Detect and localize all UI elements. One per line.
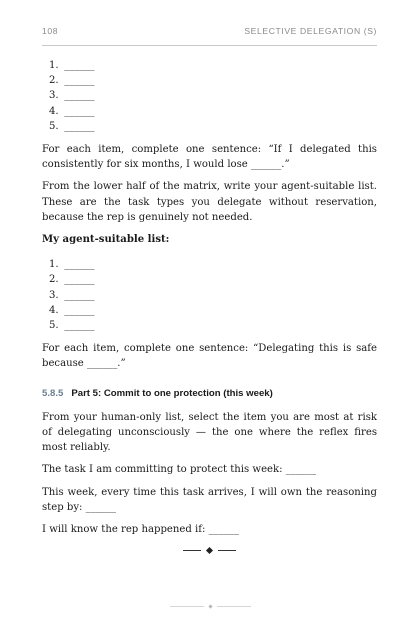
blank-field: ______ [64, 90, 95, 102]
ornament-line [183, 550, 201, 551]
list-item: 3. ______ [49, 90, 95, 102]
paragraph: From the lower half of the matrix, write your agent-suitable list. These are the task types you delegate without reservation, because the rep is genuinely not needed. [42, 181, 377, 223]
list-item: 3. ______ [49, 289, 95, 301]
blank-field: ______ [64, 304, 95, 316]
blank-field: ______ [64, 75, 95, 87]
blank-field: ______ [64, 105, 95, 117]
paragraph: The task I am committing to protect this week: ______ [42, 464, 317, 476]
running-title: SELECTIVE DELEGATION (S) [244, 26, 377, 36]
list-item: 5. ______ [49, 120, 95, 132]
page-body [42, 58, 377, 559]
list-item: 2. ______ [49, 274, 95, 286]
footer-line [170, 606, 204, 607]
page-number: 108 [42, 26, 59, 36]
list-item: 2. ______ [49, 75, 95, 87]
human-only-list [42, 58, 377, 134]
section-title: Part 5: Commit to one protection (this week) [71, 387, 273, 399]
footer-line [217, 606, 251, 607]
list-item: 5. ______ [49, 319, 95, 331]
list-item: 4. ______ [49, 304, 95, 316]
list-item: 1. ______ [49, 60, 95, 71]
diamond-icon [208, 604, 212, 608]
running-header [42, 21, 377, 46]
list-heading: My agent-suitable list: [42, 233, 170, 245]
paragraph: I will know the rep happened if: ______ [42, 523, 239, 535]
blank-field: ______ [64, 274, 95, 286]
section-break-ornament [42, 544, 377, 559]
page-footer-ornament [0, 597, 420, 615]
paragraph: This week, every time this task arrives, I will own the reasoning step by: ______ [42, 486, 377, 513]
paragraph: For each item, complete one sentence: “Delegating this is safe because ______.” [42, 343, 377, 370]
blank-field: ______ [64, 120, 95, 132]
list-item: 4. ______ [49, 105, 95, 117]
blank-field: ______ [64, 289, 95, 301]
section-number: 5.8.5 [42, 387, 64, 399]
diamond-icon [206, 547, 213, 554]
ornament-line [218, 550, 236, 551]
list-item: 1. ______ [49, 259, 95, 271]
blank-field: ______ [64, 319, 95, 331]
blank-field: ______ [64, 60, 95, 71]
section-heading [42, 386, 377, 401]
blank-field: ______ [64, 259, 95, 271]
paragraph: From your human-only list, select the item you are most at risk of delegating unconsciously — the one where the reflex fires most reliably. [42, 411, 377, 454]
paragraph: For each item, complete one sentence: “If I delegated this consistently for six months, I would lose ______.” [42, 143, 377, 171]
agent-suitable-list [42, 257, 377, 333]
